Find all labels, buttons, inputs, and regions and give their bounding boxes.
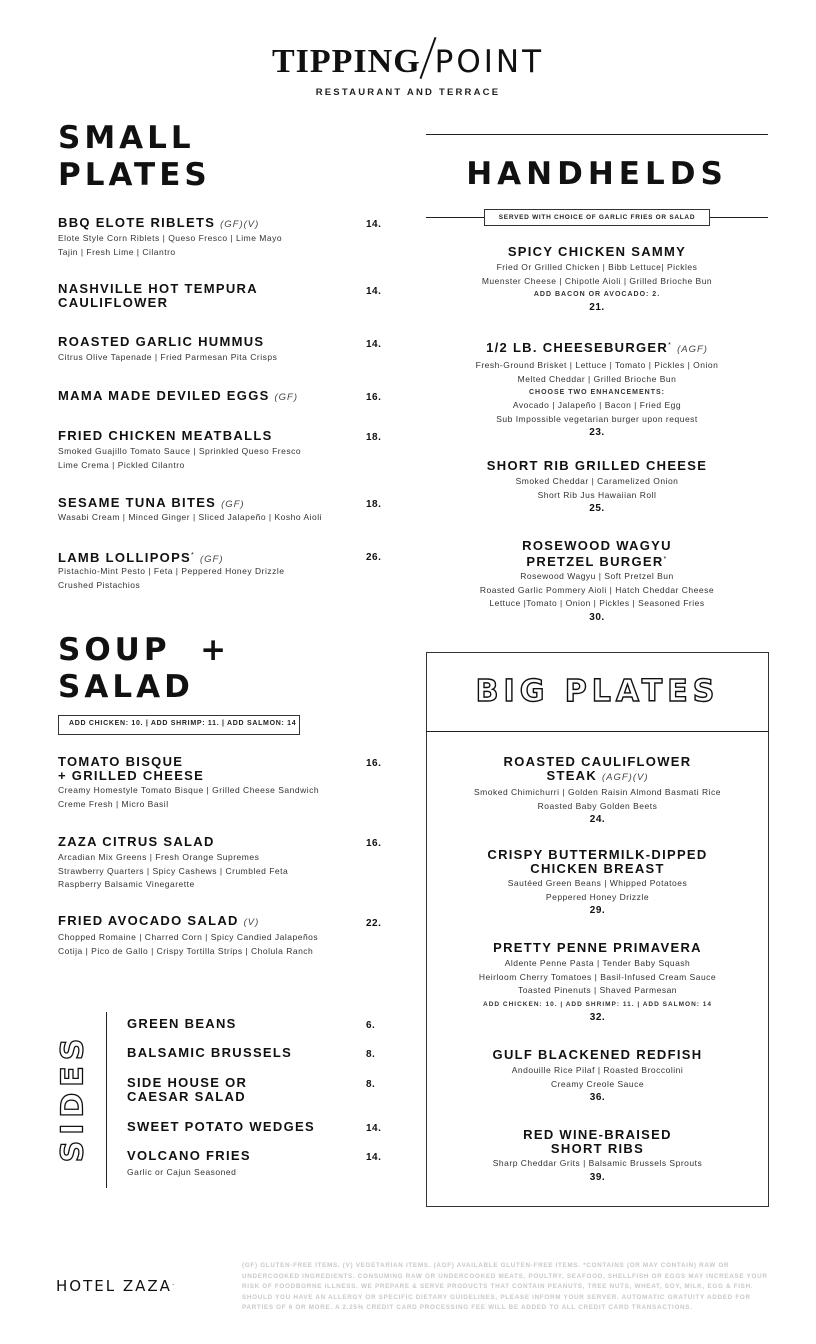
menu-item-name: GULF BLACKENED REDFISH	[492, 1047, 703, 1062]
menu-item-name: TOMATO BISQUE + GRILLED CHEESE	[58, 754, 205, 783]
big-plate-item	[426, 755, 769, 827]
menu-item-name: BBQ ELOTE RIBLETS (GF)(V)	[58, 215, 260, 230]
side-item-price: 14.	[366, 1123, 382, 1134]
fine-print: (GF) GLUTEN-FREE ITEMS. (V) VEGETARIAN ITEMS. (AGF) AVAILABLE GLUTEN-FREE ITEMS. *CONTAINS (OR MAY CONTAIN) RAW OR UNDERCOOKED INGREDIENTS. CONSUMING RAW OR UNDERCOOKED MEATS, POULTRY, SEAFOOD, SHELLFISH OR EGGS MAY INCREASE YOUR RISK OF FOODBORNE ILLNESS. WE PREPARE & SERVE PRODUCTS THAT CONTAIN PEANUTS, TREE NUTS, WHEAT, SOY, MILK, EGG & FISH. SHOULD YOU HAVE AN ALLERGY OR SPECIFIC DIETARY GUIDELINES, PLEASE INFORM YOUR SERVER. AUTOMATIC GRATUITY ADDED FOR PARTIES OF 6 OR MORE. A 2.25% CREDIT CARD PROCESSING FEE WILL BE ADDED TO ALL CREDIT CARD TRANSACTIONS.	[242, 1262, 768, 1311]
menu-item-desc: Wasabi Cream | Minced Ginger | Sliced Jalapeño | Kosho Aioli	[58, 512, 323, 522]
menu-item-desc: Arcadian Mix Greens | Fresh Orange Supremes Strawberry Quarters | Spicy Cashews | Crumbled Feta Raspberry Balsamic Vinegarette	[58, 852, 289, 889]
side-item-price: 8.	[366, 1079, 376, 1090]
handhelds-note: SERVED WITH CHOICE OF GARLIC FRIES OR SALAD	[484, 209, 710, 226]
menu-item-desc: Chopped Romaine | Charred Corn | Spicy Candied Jalapeños Cotija | Pico de Gallo | Crispy Tortilla Strips | Cholula Ranch	[58, 932, 319, 956]
menu-item-price: 21.	[589, 302, 605, 313]
menu-item-desc: Sharp Cheddar Grits | Balsamic Brussels Sprouts	[492, 1158, 703, 1168]
menu-item-addon: ADD BACON OR AVOCADO: 2.	[533, 291, 661, 298]
side-item-price: 6.	[366, 1020, 376, 1031]
menu-item-price: 23.	[589, 427, 605, 438]
menu-item-desc: Fried Or Grilled Chicken | Bibb Lettuce| Pickles Muenster Cheese | Chipotle Aioli | Grilled Brioche Bun	[481, 262, 713, 286]
menu-item-price: 14.	[366, 339, 382, 350]
menu-item-desc: Aldente Penne Pasta | Tender Baby Squash Heirloom Cherry Tomatoes | Basil-Infused Cream Sauce Toasted Pinenuts | Shaved Parmesan	[478, 958, 717, 995]
menu-item-price: 16.	[366, 838, 382, 849]
brand-right: POINT	[434, 44, 545, 80]
menu-item-price: 26.	[366, 552, 382, 563]
menu-item-name: FRIED CHICKEN MEATBALLS	[58, 428, 273, 443]
menu-item-price: 24.	[589, 814, 606, 825]
add-protein-note: ADD CHICKEN: 10. | ADD SHRIMP: 11. | ADD SALMON: 14	[58, 715, 300, 735]
handheld-item	[426, 459, 768, 516]
menu-item-name: FRIED AVOCADO SALAD (V)	[58, 913, 260, 928]
menu-item-desc: Avocado | Jalapeño | Bacon | Fried Egg Sub Impossible vegetarian burger upon request	[496, 400, 698, 424]
big-plates-box	[426, 652, 769, 1207]
handheld-item	[426, 245, 768, 315]
side-item-desc: Garlic or Cajun Seasoned	[127, 1167, 237, 1177]
menu-item-name: 1/2 LB. CHEESEBURGER* (AGF)	[486, 340, 708, 355]
menu-item-price: 18.	[366, 432, 382, 443]
menu-item-price: 18.	[366, 499, 382, 510]
menu-item-name: ROASTED GARLIC HUMMUS	[58, 334, 265, 349]
menu-item-price: 22.	[366, 918, 382, 929]
tagline: RESTAURANT AND TERRACE	[315, 87, 501, 98]
menu-item-name: ZAZA CITRUS SALAD	[58, 834, 215, 849]
menu-item-name: ROSEWOOD WAGYU PRETZEL BURGER*	[522, 538, 672, 569]
menu-item-addon: ADD CHICKEN: 10. | ADD SHRIMP: 11. | ADD SALMON: 14	[483, 1000, 712, 1008]
menu-item-name: RED WINE-BRAISED SHORT RIBS	[523, 1127, 672, 1156]
big-plates-title-rule	[426, 731, 769, 732]
menu-item-name: SPICY CHICKEN SAMMY	[507, 244, 687, 259]
menu-item-price: 14.	[366, 286, 382, 297]
menu-item-name: SHORT RIB GRILLED CHEESE	[486, 458, 708, 473]
handheld-item	[426, 539, 768, 625]
menu-item-price: 16.	[366, 392, 382, 403]
side-item-name: SIDE HOUSE OR CAESAR SALAD	[127, 1075, 248, 1104]
handhelds-title: HANDHELDS	[466, 156, 728, 192]
menu-item-price: 32.	[589, 1011, 606, 1023]
soup-salad-title-l2: SALAD	[58, 669, 194, 705]
brand-slash	[419, 37, 436, 79]
small-plates-title-l1: SMALL	[58, 120, 195, 156]
menu-item-desc: Sautéed Green Beans | Whipped Potatoes Peppered Honey Drizzle	[507, 878, 688, 902]
sides-divider	[106, 1012, 107, 1188]
side-item-price: 14.	[366, 1152, 382, 1163]
menu-item-addon: CHOOSE TWO ENHANCEMENTS:	[529, 389, 665, 396]
menu-item-name: SESAME TUNA BITES (GF)	[58, 495, 245, 510]
small-plates-title-l2: PLATES	[58, 157, 211, 193]
big-plates-title: BIG PLATES	[475, 674, 720, 709]
handhelds-top-rule	[426, 134, 768, 135]
big-plate-item	[426, 1128, 769, 1185]
brand-left: TIPPING	[271, 43, 421, 80]
hotel-zaza-logo: HOTEL ZAZA.	[56, 1277, 177, 1295]
menu-item-desc: Smoked Chimichurri | Golden Raisin Almond Basmati Rice Roasted Baby Golden Beets	[474, 787, 721, 811]
menu-item-desc: Creamy Homestyle Tomato Bisque | Grilled Cheese Sandwich Creme Fresh | Micro Basil	[58, 785, 320, 809]
menu-item-desc: Fresh-Ground Brisket | Lettuce | Tomato | Pickles | Onion Melted Cheddar | Grilled Brioche Bun	[475, 360, 719, 384]
side-item-name: SWEET POTATO WEDGES	[127, 1119, 315, 1134]
menu-item-name: CRISPY BUTTERMILK-DIPPED CHICKEN BREAST	[487, 847, 708, 876]
side-item-name: VOLCANO FRIES	[127, 1148, 251, 1163]
menu-item-name: PRETTY PENNE PRIMAVERA	[493, 940, 702, 955]
menu-item-desc: Rosewood Wagyu | Soft Pretzel Bun Roasted Garlic Pommery Aioli | Hatch Cheddar Cheese Lettuce |Tomato | Onion | Pickles | Seasoned Fries	[479, 571, 715, 608]
menu-item-price: 29.	[589, 905, 606, 916]
menu-item-price: 39.	[589, 1171, 606, 1183]
menu-item-price: 14.	[366, 219, 382, 230]
brand-logo	[0, 36, 816, 81]
menu-item-price: 25.	[589, 503, 605, 514]
soup-salad-title-l1: SOUP +	[58, 632, 231, 668]
menu-item-desc: Andouille Rice Pilaf | Roasted Broccolini Creamy Creole Sauce	[511, 1065, 684, 1089]
menu-item-desc: Citrus Olive Tapenade | Fried Parmesan Pita Crisps	[58, 352, 278, 362]
side-item-name: GREEN BEANS	[127, 1016, 237, 1031]
menu-item-name: LAMB LOLLIPOPS* (GF)	[58, 550, 224, 565]
menu-item-name: NASHVILLE HOT TEMPURA CAULIFLOWER	[58, 281, 258, 310]
big-plate-item	[426, 1048, 769, 1105]
menu-item-price: 30.	[589, 611, 605, 623]
sides-title: SIDES	[55, 1032, 91, 1163]
menu-item-price: 36.	[589, 1092, 606, 1103]
menu-item-price: 16.	[366, 758, 382, 769]
side-item-name: BALSAMIC BRUSSELS	[127, 1045, 293, 1060]
menu-item-name: ROASTED CAULIFLOWER STEAK (AGF)(V)	[503, 754, 692, 783]
menu-item-desc: Pistachio-Mint Pesto | Feta | Peppered Honey Drizzle Crushed Pistachios	[58, 566, 285, 590]
soup-salad-title	[58, 632, 230, 706]
menu-item-desc: Elote Style Corn Riblets | Queso Fresco | Lime Mayo Tajin | Fresh Lime | Cilantro	[58, 233, 283, 257]
side-item-price: 8.	[366, 1049, 376, 1060]
big-plate-item	[426, 941, 769, 1025]
menu-item-desc: Smoked Guajillo Tomato Sauce | Sprinkled Queso Fresco Lime Crema | Pickled Cilantro	[58, 446, 302, 470]
menu-item-name: MAMA MADE DEVILED EGGS (GF)	[58, 388, 299, 403]
handheld-item	[426, 339, 768, 440]
big-plate-item	[426, 848, 769, 918]
menu-item-desc: Smoked Cheddar | Caramelized Onion Short Rib Jus Hawaiian Roll	[515, 476, 679, 500]
small-plates-title	[58, 120, 211, 194]
